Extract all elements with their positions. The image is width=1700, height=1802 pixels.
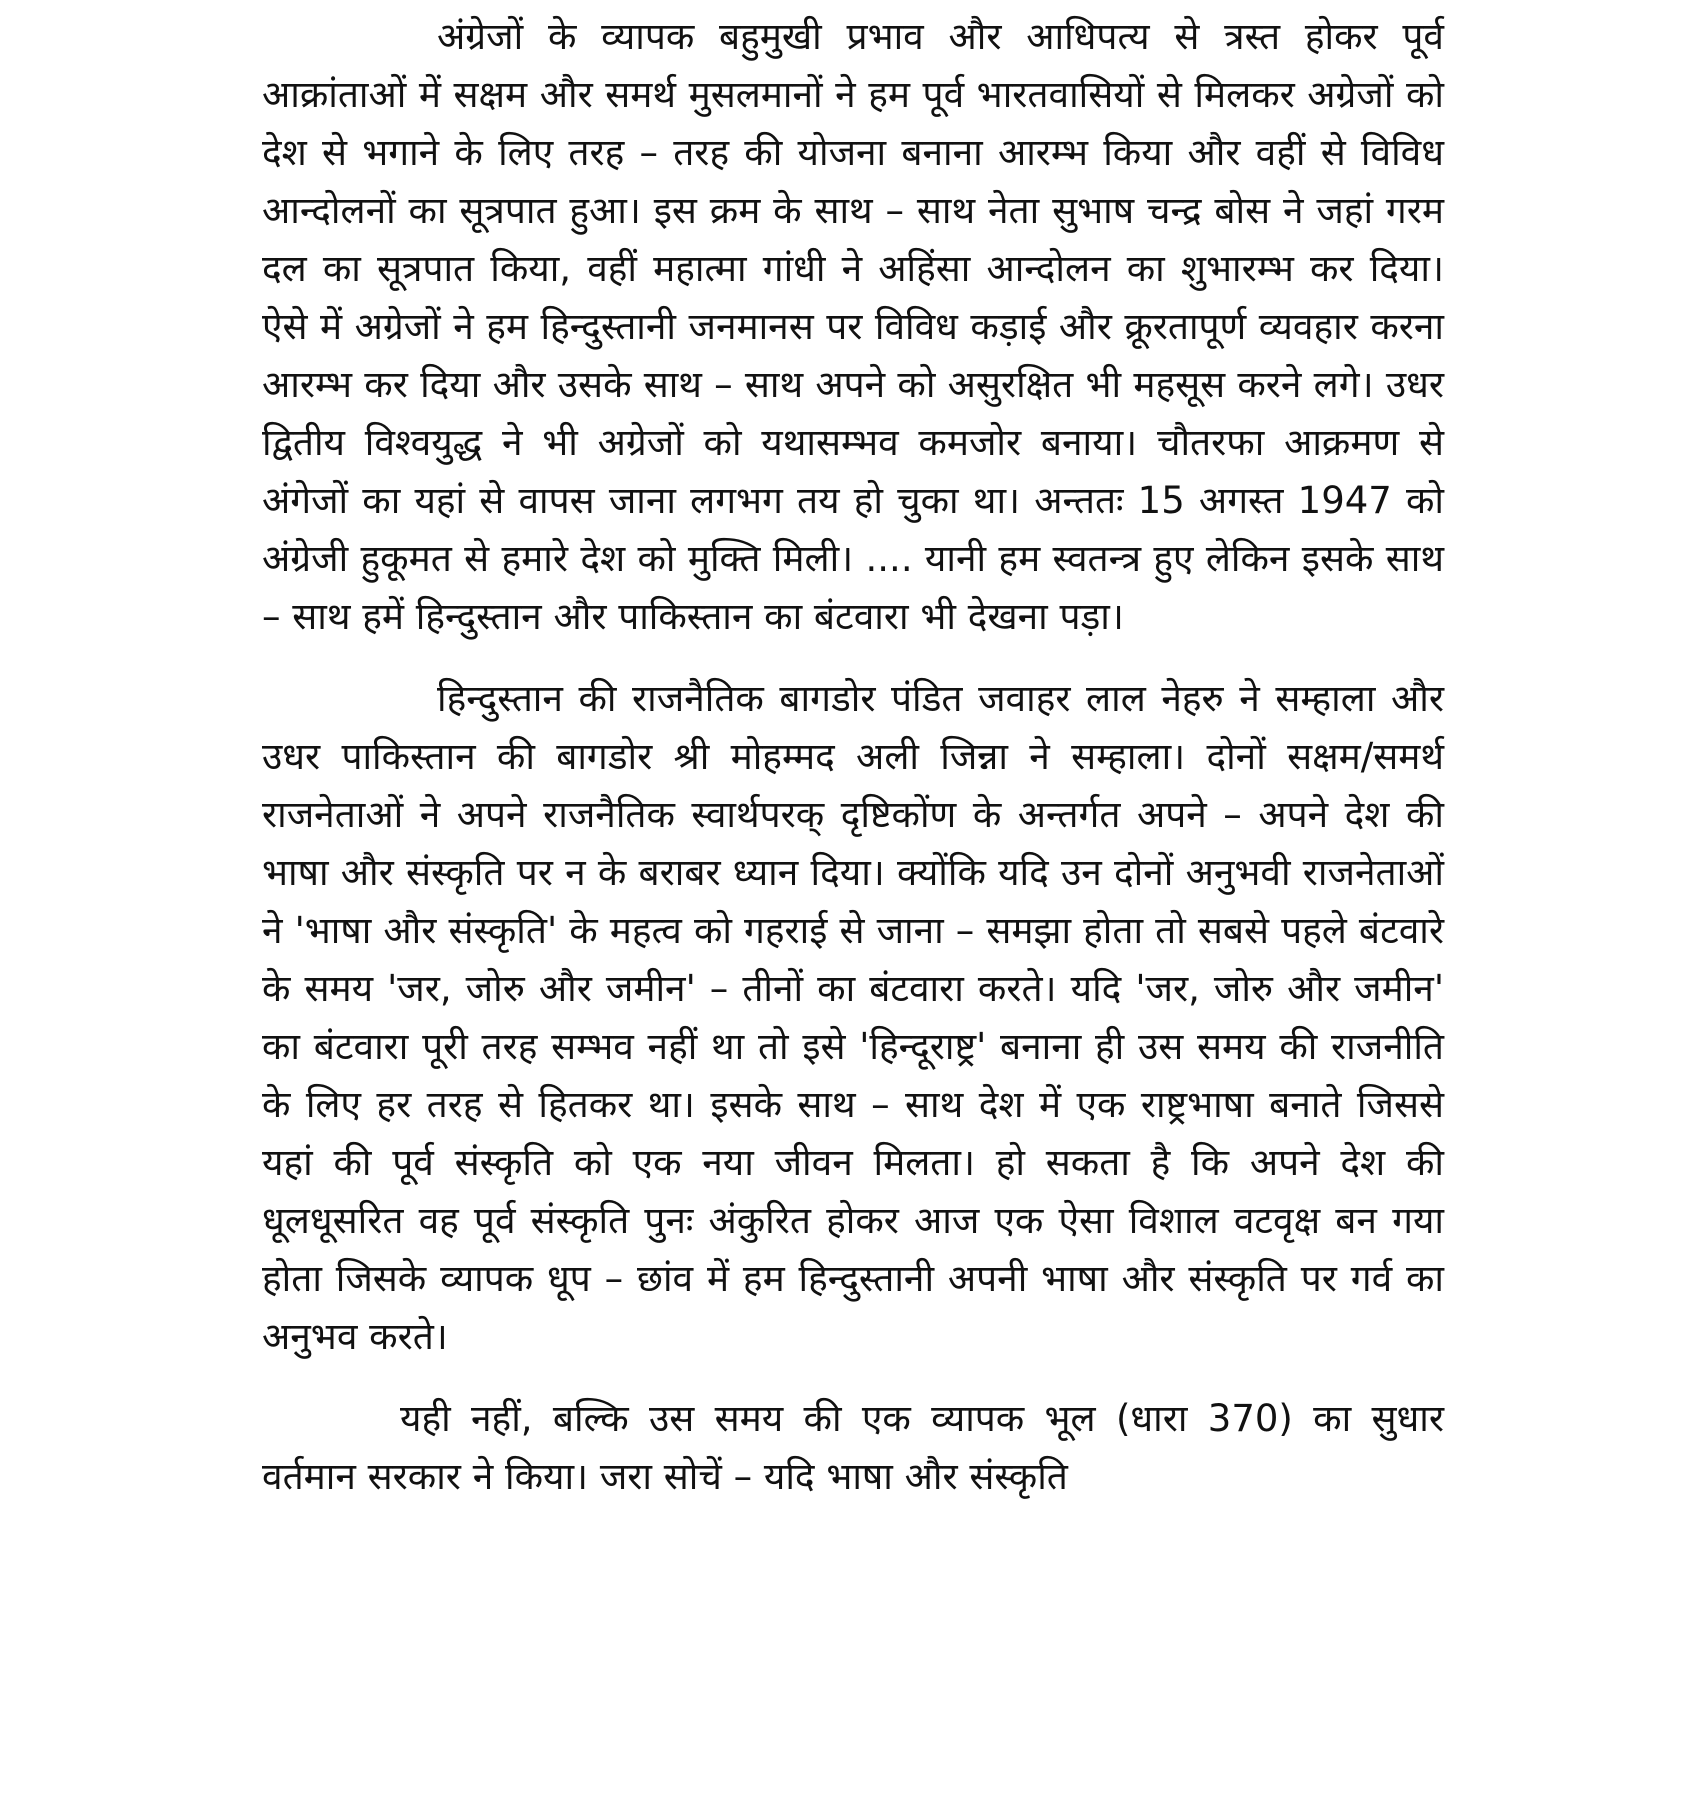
paragraph: यही नहीं, बल्कि उस समय की एक व्यापक भूल (धारा 370) का सुधार वर्तमान सरकार ने किया। जरा सोचें – यदि भाषा और संस्कृति — [262, 1397, 1444, 1498]
body-text — [262, 8, 1444, 1506]
paragraph: हिन्दुस्तान की राजनैतिक बागडोर पंडित जवाहर लाल नेहरु ने सम्हाला और उधर पाकिस्तान की बागडोर श्री मोहम्मद अली जिन्ना ने सम्हाला। दोनों सक्षम/समर्थ राजनेताओं ने अपने राजनैतिक स्वार्थपरक् दृष्टिकोंण के अन्तर्गत अपने – अपने देश की भाषा और संस्कृति पर न के बराबर ध्यान दिया। क्योंकि यदि उन दोनों अनुभवी राजनेताओं ने 'भाषा और संस्कृति' के महत्व को गहराई से जाना – समझा होता तो सबसे पहले बंटवारे के समय 'जर, जोरु और जमीन' – तीनों का बंटवारा करते। यदि 'जर, जोरु और जमीन' का बंटवारा पूरी तरह सम्भव नहीं था तो इसे 'हिन्दूराष्ट्र' बनाना ही उस समय की राजनीति के लिए हर तरह से हितकर था। इसके साथ – साथ देश में एक राष्ट्रभाषा बनाते जिससे यहां की पूर्व संस्कृति को एक नया जीवन मिलता। हो सकता है कि अपने देश की धूलधूसरित वह पूर्व संस्कृति पुनः अंकुरित होकर आज एक ऐसा विशाल वटवृक्ष बन गया होता जिसके व्यापक धूप – छांव में हम हिन्दुस्तानी अपनी भाषा और संस्कृति पर गर्व का अनुभव करते। — [262, 677, 1444, 1358]
paragraph: अंग्रेजों के व्यापक बहुमुखी प्रभाव और आधिपत्य से त्रस्त होकर पूर्व आक्रांताओं में सक्षम और समर्थ मुसलमानों ने हम पूर्व भारतवासियों से मिलकर अग्रेजों को देश से भगाने के लिए तरह – तरह की योजना बनाना आरम्भ किया और वहीं से विविध आन्दोलनों का सूत्रपात हुआ। इस क्रम के साथ – साथ नेता सुभाष चन्द्र बोस ने जहां गरम दल का सूत्रपात किया, वहीं महात्मा गांधी ने अहिंसा आन्दोलन का शुभारम्भ कर दिया। ऐसे में अग्रेजों ने हम हिन्दुस्तानी जनमानस पर विविध कड़ाई और क्रूरतापूर्ण व्यवहार करना आरम्भ कर दिया और उसके साथ – साथ अपने को असुरक्षित भी महसूस करने लगे। उधर द्वितीय विश्वयुद्ध ने भी अग्रेजों को यथासम्भव कमजोर बनाया। चौतरफा आक्रमण से अंगेजों का यहां से वापस जाना लगभग तय हो चुका था। अन्ततः 15 अगस्त 1947 को अंग्रेजी हुकूमत से हमारे देश को मुक्ति मिली। .... यानी हम स्वतन्त्र हुए लेकिन इसके साथ – साथ हमें हिन्दुस्तान और पाकिस्तान का बंटवारा भी देखना पड़ा। — [262, 15, 1444, 638]
